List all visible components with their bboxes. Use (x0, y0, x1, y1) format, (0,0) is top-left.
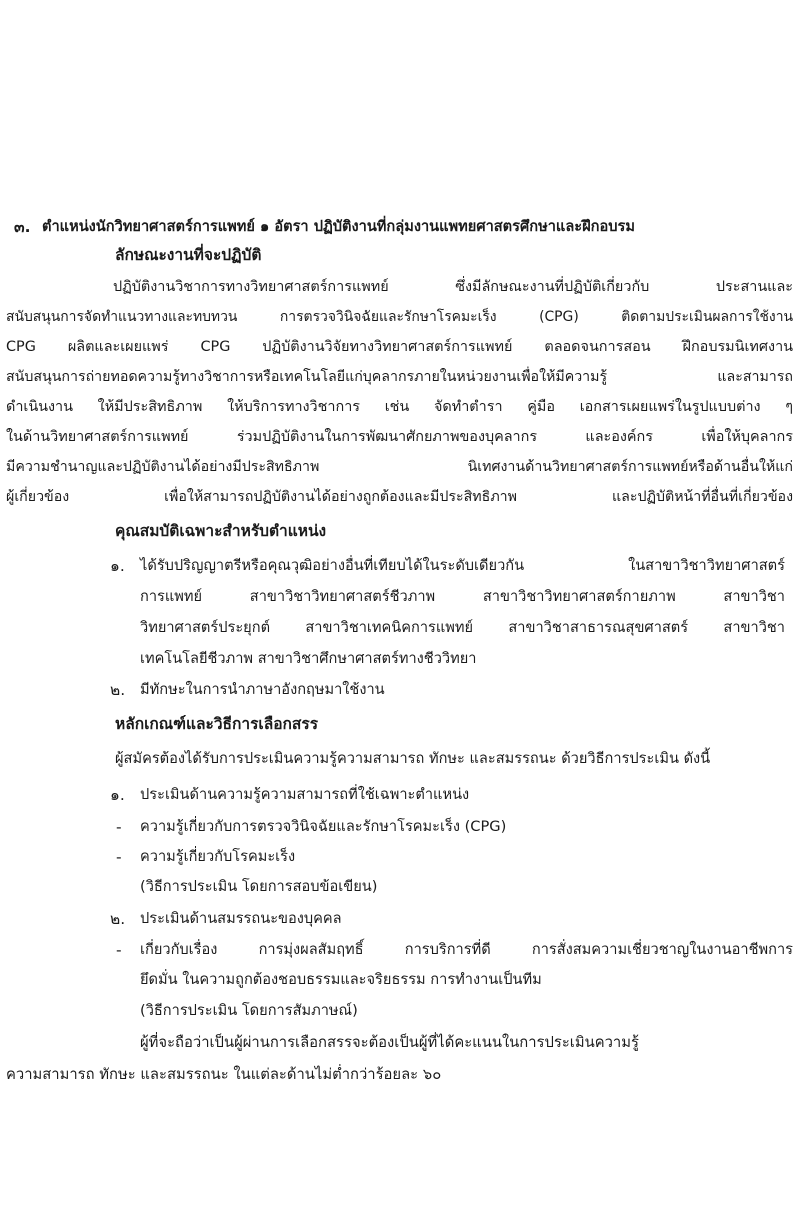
selection-part-1-number: ๑. (110, 786, 125, 804)
qualification-1-line-3: วิทยาศาสตร์ประยุกต์ สาขาวิชาเทคนิคการแพทย์ สาขาวิชาสาธารณสุขศาสตร์ สาขาวิชา (140, 619, 785, 636)
duties-line-7: มีความชำนาญและปฏิบัติงานได้อย่างมีประสิทธิภาพ นิเทศงานด้านวิทยาศาสตร์การแพทย์หรือด้านอื่นให้แก่ (6, 459, 793, 475)
selection-part-1-method: (วิธีการประเมิน โดยการสอบข้อเขียน) (140, 878, 378, 895)
duties-heading: ลักษณะงานที่จะปฏิบัติ (115, 246, 262, 264)
selection-part-1-dash-2: - (116, 848, 122, 866)
duties-line-4: สนับสนุนการถ่ายทอดความรู้ทางวิชาการหรือเทคโนโลยีแก่บุคลากรภายในหน่วยงานเพื่อให้มีความรู้ และสามารถ (6, 369, 793, 385)
pass-criteria-line-1: ผู้ที่จะถือว่าเป็นผู้ผ่านการเลือกสรรจะต้องเป็นผู้ที่ได้คะแนนในการประเมินความรู้ (140, 1034, 639, 1051)
selection-part-1-dash-1: - (116, 818, 122, 836)
qualification-2-number: ๒. (110, 681, 126, 699)
selection-part-1-bullet-1: ความรู้เกี่ยวกับการตรวจวินิจฉัยและรักษาโรคมะเร็ง (CPG) (140, 818, 507, 835)
duties-line-3: CPG ผลิตและเผยแพร่ CPG ปฏิบัติงานวิจัยทางวิทยาศาสตร์การแพทย์ ตลอดจนการสอน ฝึกอบรมนิเทศงาน (6, 339, 793, 355)
selection-part-1-title: ประเมินด้านความรู้ความสามารถที่ใช้เฉพาะตำแหน่ง (140, 786, 470, 803)
qualification-1-line-2: การแพทย์ สาขาวิชาวิทยาศาสตร์ชีวภาพ สาขาวิชาวิทยาศาสตร์กายภาพ สาขาวิชา (140, 588, 785, 605)
selection-intro: ผู้สมัครต้องได้รับการประเมินความรู้ความสามารถ ทักษะ และสมรรถนะ ด้วยวิธีการประเมิน ดังนี้ (115, 750, 711, 767)
selection-part-2-bullet-line-1: เกี่ยวกับเรื่อง การมุ่งผลสัมฤทธิ์ การบริการที่ดี การสั่งสมความเชี่ยวชาญในงานอาชีพการ (140, 941, 793, 958)
section-title: ตำแหน่งนักวิทยาศาสตร์การแพทย์ ๑ อัตรา ปฏิบัติงานที่กลุ่มงานแพทยศาสตรศึกษาและฝึกอบรม (42, 218, 635, 235)
duties-line-5: ดำเนินงาน ให้มีประสิทธิภาพ ให้บริการทางวิชาการ เช่น จัดทำตำรา คู่มือ เอกสารเผยแพร่ในรูปแบบต่าง ๆ (6, 399, 793, 415)
selection-part-2-bullet-line-2: ยึดมั่น ในความถูกต้องชอบธรรมและจริยธรรม การทำงานเป็นทีม (140, 971, 542, 988)
qualification-2-text: มีทักษะในการนำภาษาอังกฤษมาใช้งาน (140, 681, 385, 698)
duties-line-2: สนับสนุนการจัดทำแนวทางและทบทวน การตรวจวินิจฉัยและรักษาโรคมะเร็ง (CPG) ติดตามประเมินผลการใช้งาน (6, 309, 793, 325)
selection-part-2-dash: - (116, 941, 122, 959)
qualification-1-number: ๑. (110, 557, 125, 575)
pass-criteria-line-2: ความสามารถ ทักษะ และสมรรถนะ ในแต่ละด้านไม่ต่ำกว่าร้อยละ ๖๐ (6, 1066, 442, 1083)
qualifications-heading: คุณสมบัติเฉพาะสำหรับตำแหน่ง (115, 522, 327, 540)
duties-line-1: ปฏิบัติงานวิชาการทางวิทยาศาสตร์การแพทย์ ซึ่งมีลักษณะงานที่ปฏิบัติเกี่ยวกับ ประสานและ (113, 279, 793, 295)
selection-part-2-number: ๒. (110, 910, 126, 928)
duties-line-6: ในด้านวิทยาศาสตร์การแพทย์ ร่วมปฏิบัติงานในการพัฒนาศักยภาพของบุคลากร และองค์กร เพื่อให้บุคลากร (6, 429, 793, 445)
qualification-1-line-4: เทคโนโลยีชีวภาพ สาขาวิชาศึกษาศาสตร์ทางชีววิทยา (140, 650, 477, 667)
selection-heading: หลักเกณฑ์และวิธีการเลือกสรร (115, 715, 319, 733)
selection-part-2-title: ประเมินด้านสมรรถนะของบุคคล (140, 910, 342, 927)
duties-line-8: ผู้เกี่ยวข้อง เพื่อให้สามารถปฏิบัติงานได้อย่างถูกต้องและมีประสิทธิภาพ และปฏิบัติหน้าที่อื่นที่เกี่ยวข้อง (6, 489, 793, 505)
selection-part-2-method: (วิธีการประเมิน โดยการสัมภาษณ์) (140, 1002, 358, 1019)
selection-part-1-bullet-2: ความรู้เกี่ยวกับโรคมะเร็ง (140, 848, 296, 865)
qualification-1-line-1: ได้รับปริญญาตรีหรือคุณวุฒิอย่างอื่นที่เทียบได้ในระดับเดียวกัน ในสาขาวิชาวิทยาศาสตร์ (140, 557, 785, 574)
section-number: ๓. (14, 218, 31, 236)
